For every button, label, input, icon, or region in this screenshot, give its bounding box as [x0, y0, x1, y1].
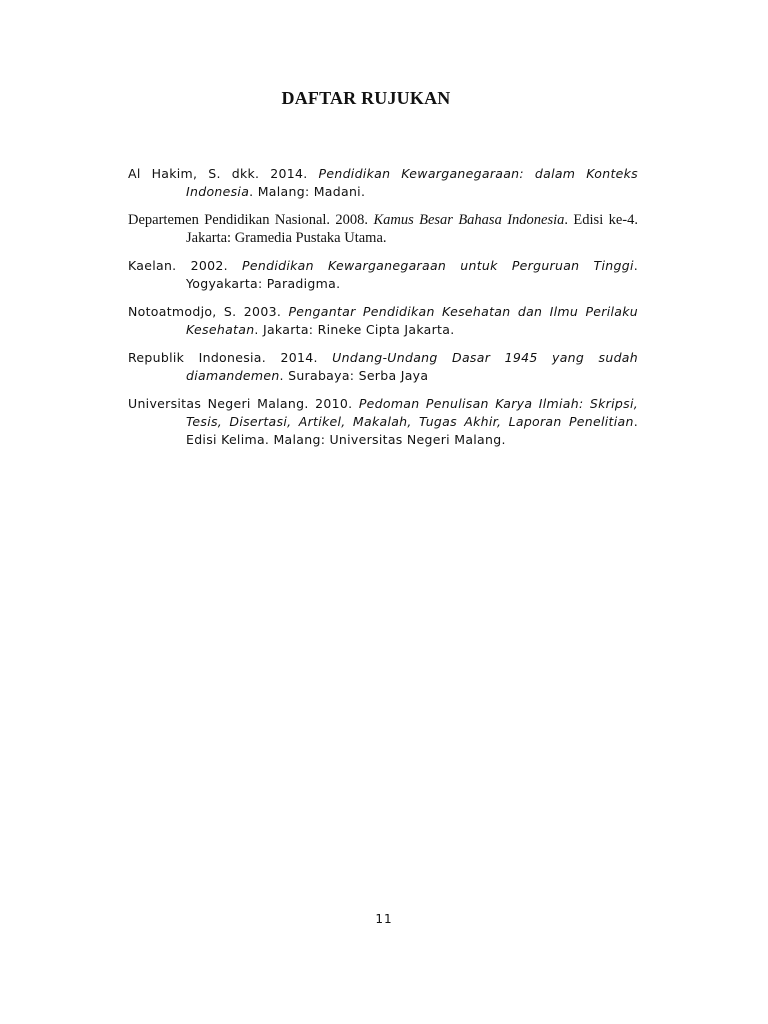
reference-title: Pendidikan Kewarganegaraan: dalam Konteks Indonesia: [186, 166, 638, 199]
reference-title: Pengantar Pendidikan Kesehatan dan Ilmu Perilaku Kesehatan: [186, 304, 638, 337]
reference-item: [128, 165, 638, 201]
reference-author-year: Al Hakim, S. dkk. 2014.: [128, 166, 308, 181]
reference-publisher: . Edisi ke-4. Jakarta: Gramedia Pustaka Utama.: [186, 212, 638, 246]
reference-publisher: . Edisi Kelima. Malang: Universitas Negeri Malang.: [186, 414, 638, 447]
reference-list: [128, 165, 638, 459]
reference-publisher: . Malang: Madani.: [249, 184, 366, 199]
reference-title: Kamus Besar Bahasa Indonesia: [373, 212, 565, 228]
reference-author-year: Kaelan. 2002.: [128, 258, 228, 273]
reference-item: [128, 303, 638, 339]
page-number: 11: [375, 912, 393, 926]
reference-title: Undang-Undang Dasar 1945 yang sudah diamandemen: [186, 350, 638, 383]
reference-item: [128, 257, 638, 293]
reference-publisher: . Yogyakarta: Paradigma.: [186, 258, 638, 291]
reference-item: [128, 395, 638, 449]
reference-item: [128, 349, 638, 385]
page-title: DAFTAR RUJUKAN: [281, 88, 451, 108]
reference-title: Pendidikan Kewarganegaraan untuk Perguruan Tinggi: [242, 258, 634, 273]
reference-author-year: Republik Indonesia. 2014.: [128, 350, 318, 365]
reference-title: Pedoman Penulisan Karya Ilmiah: Skripsi, Tesis, Disertasi, Artikel, Makalah, Tugas Akhir, Laporan Penelitian: [186, 396, 638, 429]
reference-author-year: Notoatmodjo, S. 2003.: [128, 304, 282, 319]
reference-publisher: . Jakarta: Rineke Cipta Jakarta.: [254, 322, 455, 337]
reference-author-year: Departemen Pendidikan Nasional. 2008.: [128, 212, 369, 228]
reference-publisher: . Surabaya: Serba Jaya: [279, 368, 429, 383]
reference-item: [128, 211, 638, 247]
reference-author-year: Universitas Negeri Malang. 2010.: [128, 396, 353, 411]
